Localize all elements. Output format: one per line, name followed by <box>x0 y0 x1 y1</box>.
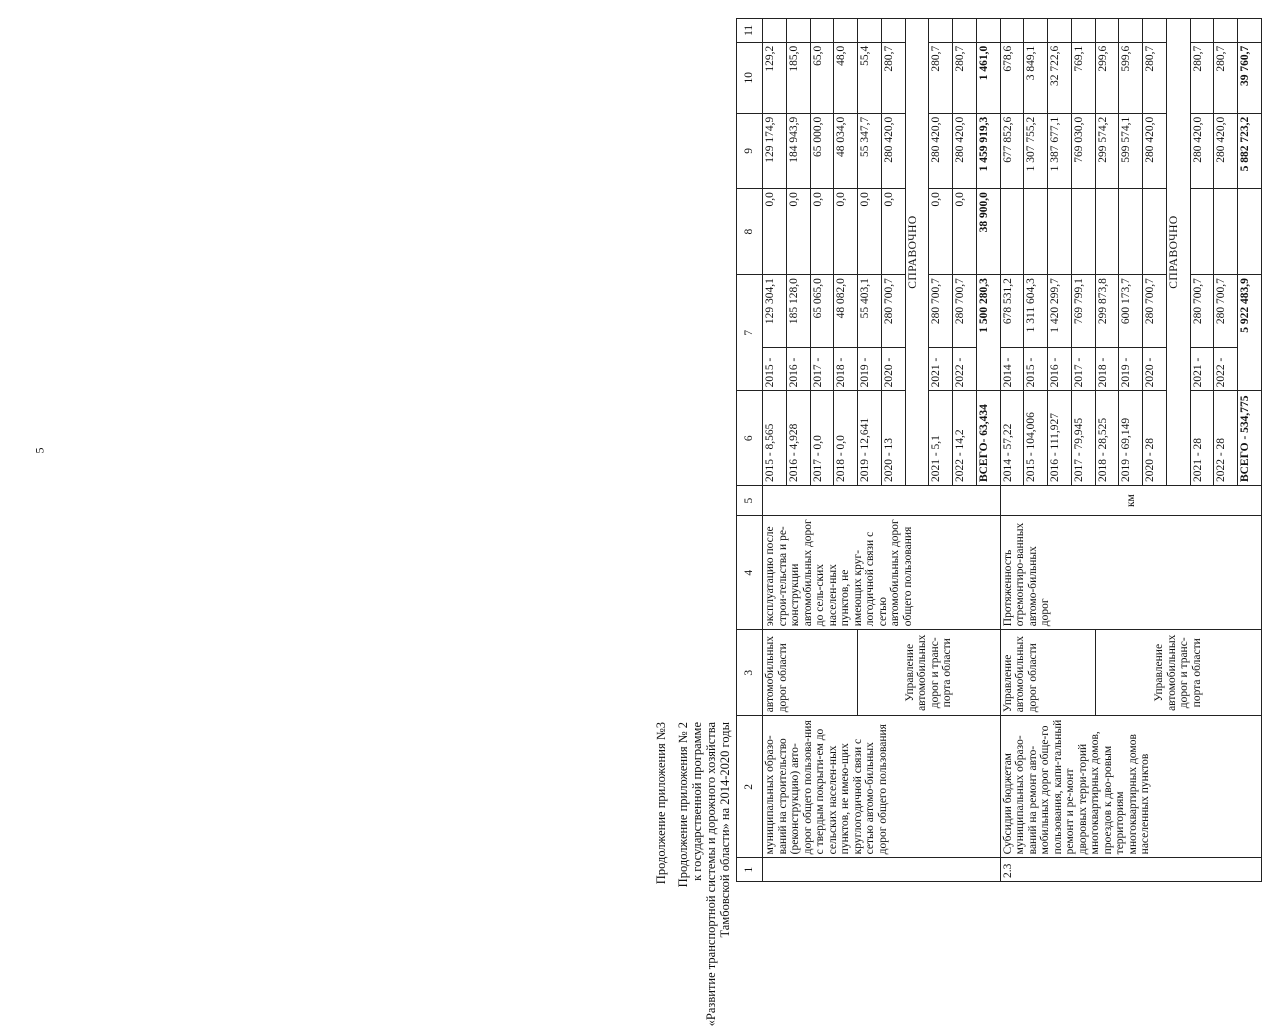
federal-funding-cell: 0,0 <box>810 189 834 275</box>
year-label-cell: 2017 - <box>810 348 834 391</box>
total-funding-cell: 280 700,7 <box>881 275 905 348</box>
col-header: 9 <box>737 113 763 188</box>
extra-cell <box>976 19 1000 43</box>
col-header: 8 <box>737 189 763 275</box>
regional-funding-cell: 280 420,0 <box>1143 113 1167 188</box>
extra-cell <box>1214 19 1238 43</box>
total-sum-cell: 5 922 483,9 <box>1238 275 1262 391</box>
extra-cell <box>810 19 834 43</box>
total-regional-cell: 5 882 723,2 <box>1238 113 1262 188</box>
local-funding-cell: 678,6 <box>1000 42 1024 113</box>
col-header: 11 <box>737 19 763 43</box>
indicator-value-cell: 2018 - 0,0 <box>834 391 858 486</box>
continuation-heading: Продолжение приложения №3 <box>654 722 668 885</box>
total-funding-cell: 280 700,7 <box>1190 275 1214 348</box>
extra-cell <box>1071 19 1095 43</box>
total-label-cell: ВСЕГО- 63,434 <box>976 391 1000 486</box>
total-funding-cell: 280 700,7 <box>953 275 977 348</box>
regional-funding-cell: 677 852,6 <box>1000 113 1024 188</box>
total-funding-cell: 280 700,7 <box>1214 275 1238 348</box>
reference-label: СПРАВОЧНО <box>1166 19 1190 486</box>
col-header: 6 <box>737 391 763 486</box>
regional-funding-cell: 280 420,0 <box>929 113 953 188</box>
item-number-cell <box>763 858 1001 882</box>
indicator-value-cell: 2021 - 5,1 <box>929 391 953 486</box>
indicator-value-cell: 2022 - 14,2 <box>953 391 977 486</box>
extra-cell <box>929 19 953 43</box>
unit-cell <box>763 486 1001 516</box>
page-number: 5 <box>32 447 47 454</box>
indicator-value-cell: 2017 - 79,945 <box>1071 391 1095 486</box>
appendix-line: Продолжение приложения № 2 <box>676 722 690 888</box>
col-header: 4 <box>737 516 763 630</box>
total-funding-cell: 678 531,2 <box>1000 275 1024 348</box>
regional-funding-cell: 55 347,7 <box>858 113 882 188</box>
total-funding-cell: 48 082,0 <box>834 275 858 348</box>
regional-funding-cell: 65 000,0 <box>810 113 834 188</box>
federal-funding-cell <box>1095 189 1119 275</box>
extra-cell <box>1238 19 1262 43</box>
total-funding-cell: 185 128,0 <box>786 275 810 348</box>
local-funding-cell: 280,7 <box>929 42 953 113</box>
year-label-cell: 2020 - <box>881 348 905 391</box>
local-funding-cell: 280,7 <box>953 42 977 113</box>
extra-cell <box>1048 19 1072 43</box>
local-funding-cell: 280,7 <box>1190 42 1214 113</box>
col-header: 5 <box>737 486 763 516</box>
year-label-cell: 2019 - <box>1119 348 1143 391</box>
regional-funding-cell: 280 420,0 <box>1214 113 1238 188</box>
federal-funding-cell: 0,0 <box>763 189 787 275</box>
regional-funding-cell: 299 574,2 <box>1095 113 1119 188</box>
extra-cell <box>763 19 787 43</box>
responsible-cell: Управление автомобильных дорог области <box>1000 630 1095 716</box>
table-row <box>763 19 787 882</box>
total-funding-cell: 129 304,1 <box>763 275 787 348</box>
extra-cell <box>1000 19 1024 43</box>
total-regional-cell: 1 459 919,3 <box>976 113 1000 188</box>
federal-funding-cell: 0,0 <box>834 189 858 275</box>
executor-cell: Управление автомобильных дорог и транс-порта области <box>1095 630 1261 716</box>
year-label-cell: 2022 - <box>1214 348 1238 391</box>
federal-funding-cell <box>1048 189 1072 275</box>
year-label-cell: 2017 - <box>1071 348 1095 391</box>
total-funding-cell: 65 065,0 <box>810 275 834 348</box>
local-funding-cell: 769,1 <box>1071 42 1095 113</box>
federal-funding-cell: 0,0 <box>953 189 977 275</box>
regional-funding-cell: 280 420,0 <box>1190 113 1214 188</box>
unit-cell: км <box>1000 486 1261 516</box>
col-header: 10 <box>737 42 763 113</box>
item-number-cell: 2.3 <box>1000 858 1261 882</box>
program-title-line: «Развитие транспортной системы и дорожного хозяйства <box>704 722 718 1026</box>
executor-cell: Управление автомобильных дорог и транс-порта области <box>858 630 1001 716</box>
year-label-cell: 2015 - <box>1024 348 1048 391</box>
federal-funding-cell <box>1190 189 1214 275</box>
indicator-value-cell: 2020 - 13 <box>881 391 905 486</box>
indicator-value-cell: 2022 - 28 <box>1214 391 1238 486</box>
extra-cell <box>1190 19 1214 43</box>
year-label-cell: 2020 - <box>1143 348 1167 391</box>
total-funding-cell: 600 173,7 <box>1119 275 1143 348</box>
total-funding-cell: 299 873,8 <box>1095 275 1119 348</box>
local-funding-cell: 65,0 <box>810 42 834 113</box>
local-funding-cell: 32 722,6 <box>1048 42 1072 113</box>
measure-description-cell: муниципальных образо-ваний на строительство (реконструкцию) авто-дорог общего пользова-ния с твердым покрыти-ем до сельских населен-ных пунктов, не имею-щих круглогодичной связи с сетью автомо-бильных дорог общего пользования <box>763 716 1001 858</box>
measure-description-cell: Субсидии бюджетам муниципальных образо-ваний на ремонт авто-мобильных дорог обще-го пользования, капи-тальный ремонт и ре-монт дворовых терри-торий многоквартирных домов, проездов к дво-ровым территориям многоквартирных домов населенных пунктов <box>1000 716 1261 858</box>
federal-funding-cell <box>1143 189 1167 275</box>
extra-cell <box>1119 19 1143 43</box>
total-sum-cell: 1 500 280,3 <box>976 275 1000 391</box>
regional-funding-cell: 599 574,1 <box>1119 113 1143 188</box>
extra-cell <box>881 19 905 43</box>
regional-funding-cell: 129 174,9 <box>763 113 787 188</box>
indicator-value-cell: 2017 - 0,0 <box>810 391 834 486</box>
local-funding-cell: 280,7 <box>1143 42 1167 113</box>
indicator-value-cell: 2014 - 57,22 <box>1000 391 1024 486</box>
year-label-cell: 2021 - <box>1190 348 1214 391</box>
total-funding-cell: 769 799,1 <box>1071 275 1095 348</box>
local-funding-cell: 280,7 <box>881 42 905 113</box>
total-local-cell: 1 461,0 <box>976 42 1000 113</box>
federal-funding-cell <box>1000 189 1024 275</box>
total-local-cell: 39 760,7 <box>1238 42 1262 113</box>
rotated-page <box>640 0 1280 1026</box>
indicator-value-cell: 2015 - 8,565 <box>763 391 787 486</box>
total-funding-cell: 280 700,7 <box>1143 275 1167 348</box>
program-region-line: Тамбовской области» на 2014-2020 годы <box>718 722 732 938</box>
indicator-value-cell: 2019 - 12,641 <box>858 391 882 486</box>
table-row <box>1000 19 1024 882</box>
regional-funding-cell: 184 943,9 <box>786 113 810 188</box>
regional-funding-cell: 1 387 677,1 <box>1048 113 1072 188</box>
year-label-cell: 2021 - <box>929 348 953 391</box>
indicator-value-cell: 2019 - 69,149 <box>1119 391 1143 486</box>
local-funding-cell: 55,4 <box>858 42 882 113</box>
federal-funding-cell <box>1119 189 1143 275</box>
total-federal-cell <box>1238 189 1262 275</box>
year-label-cell: 2015 - <box>763 348 787 391</box>
indicator-value-cell: 2015 - 104,006 <box>1024 391 1048 486</box>
indicator-value-cell: 2016 - 4,928 <box>786 391 810 486</box>
regional-funding-cell: 280 420,0 <box>953 113 977 188</box>
regional-funding-cell: 769 030,0 <box>1071 113 1095 188</box>
extra-cell <box>786 19 810 43</box>
total-label-cell: ВСЕГО - 534,775 <box>1238 391 1262 486</box>
year-label-cell: 2018 - <box>1095 348 1119 391</box>
col-header: 3 <box>737 630 763 716</box>
indicator-cell: Протяженность отремонтиро-ванных автомо-бильных дорог <box>1000 516 1261 630</box>
local-funding-cell: 48,0 <box>834 42 858 113</box>
responsible-cell: автомобильных дорог области <box>763 630 858 716</box>
program-table <box>736 18 1262 882</box>
indicator-value-cell: 2021 - 28 <box>1190 391 1214 486</box>
program-line: к государственной программе <box>690 722 704 881</box>
year-label-cell: 2016 - <box>786 348 810 391</box>
reference-label: СПРАВОЧНО <box>905 19 929 486</box>
local-funding-cell: 280,7 <box>1214 42 1238 113</box>
indicator-value-cell: 2020 - 28 <box>1143 391 1167 486</box>
federal-funding-cell: 0,0 <box>881 189 905 275</box>
indicator-value-cell: 2016 - 111,927 <box>1048 391 1072 486</box>
col-header: 2 <box>737 716 763 858</box>
total-funding-cell: 55 403,1 <box>858 275 882 348</box>
column-number-row <box>737 19 763 882</box>
federal-funding-cell: 0,0 <box>786 189 810 275</box>
year-label-cell: 2016 - <box>1048 348 1072 391</box>
total-federal-cell: 38 900,0 <box>976 189 1000 275</box>
year-label-cell: 2014 - <box>1000 348 1024 391</box>
local-funding-cell: 299,6 <box>1095 42 1119 113</box>
total-funding-cell: 280 700,7 <box>929 275 953 348</box>
local-funding-cell: 3 849,1 <box>1024 42 1048 113</box>
regional-funding-cell: 1 307 755,2 <box>1024 113 1048 188</box>
year-label-cell: 2019 - <box>858 348 882 391</box>
local-funding-cell: 185,0 <box>786 42 810 113</box>
extra-cell <box>1095 19 1119 43</box>
regional-funding-cell: 280 420,0 <box>881 113 905 188</box>
extra-cell <box>834 19 858 43</box>
col-header: 1 <box>737 858 763 882</box>
federal-funding-cell <box>1024 189 1048 275</box>
local-funding-cell: 129,2 <box>763 42 787 113</box>
federal-funding-cell: 0,0 <box>858 189 882 275</box>
local-funding-cell: 599,6 <box>1119 42 1143 113</box>
regional-funding-cell: 48 034,0 <box>834 113 858 188</box>
year-label-cell: 2022 - <box>953 348 977 391</box>
federal-funding-cell <box>1071 189 1095 275</box>
federal-funding-cell <box>1214 189 1238 275</box>
indicator-cell: эксплуатацию после строи-тельства и ре-конструкции автомобильных дорог до сель-ских населен-ных пунктов, не имеющих круг-логодичной связи с сетью автомобильных дорог общего пользования <box>763 516 1001 630</box>
extra-cell <box>1024 19 1048 43</box>
extra-cell <box>858 19 882 43</box>
year-label-cell: 2018 - <box>834 348 858 391</box>
extra-cell <box>953 19 977 43</box>
extra-cell <box>1143 19 1167 43</box>
total-funding-cell: 1 420 299,7 <box>1048 275 1072 348</box>
indicator-value-cell: 2018 - 28,525 <box>1095 391 1119 486</box>
federal-funding-cell: 0,0 <box>929 189 953 275</box>
total-funding-cell: 1 311 604,3 <box>1024 275 1048 348</box>
col-header: 7 <box>737 275 763 391</box>
